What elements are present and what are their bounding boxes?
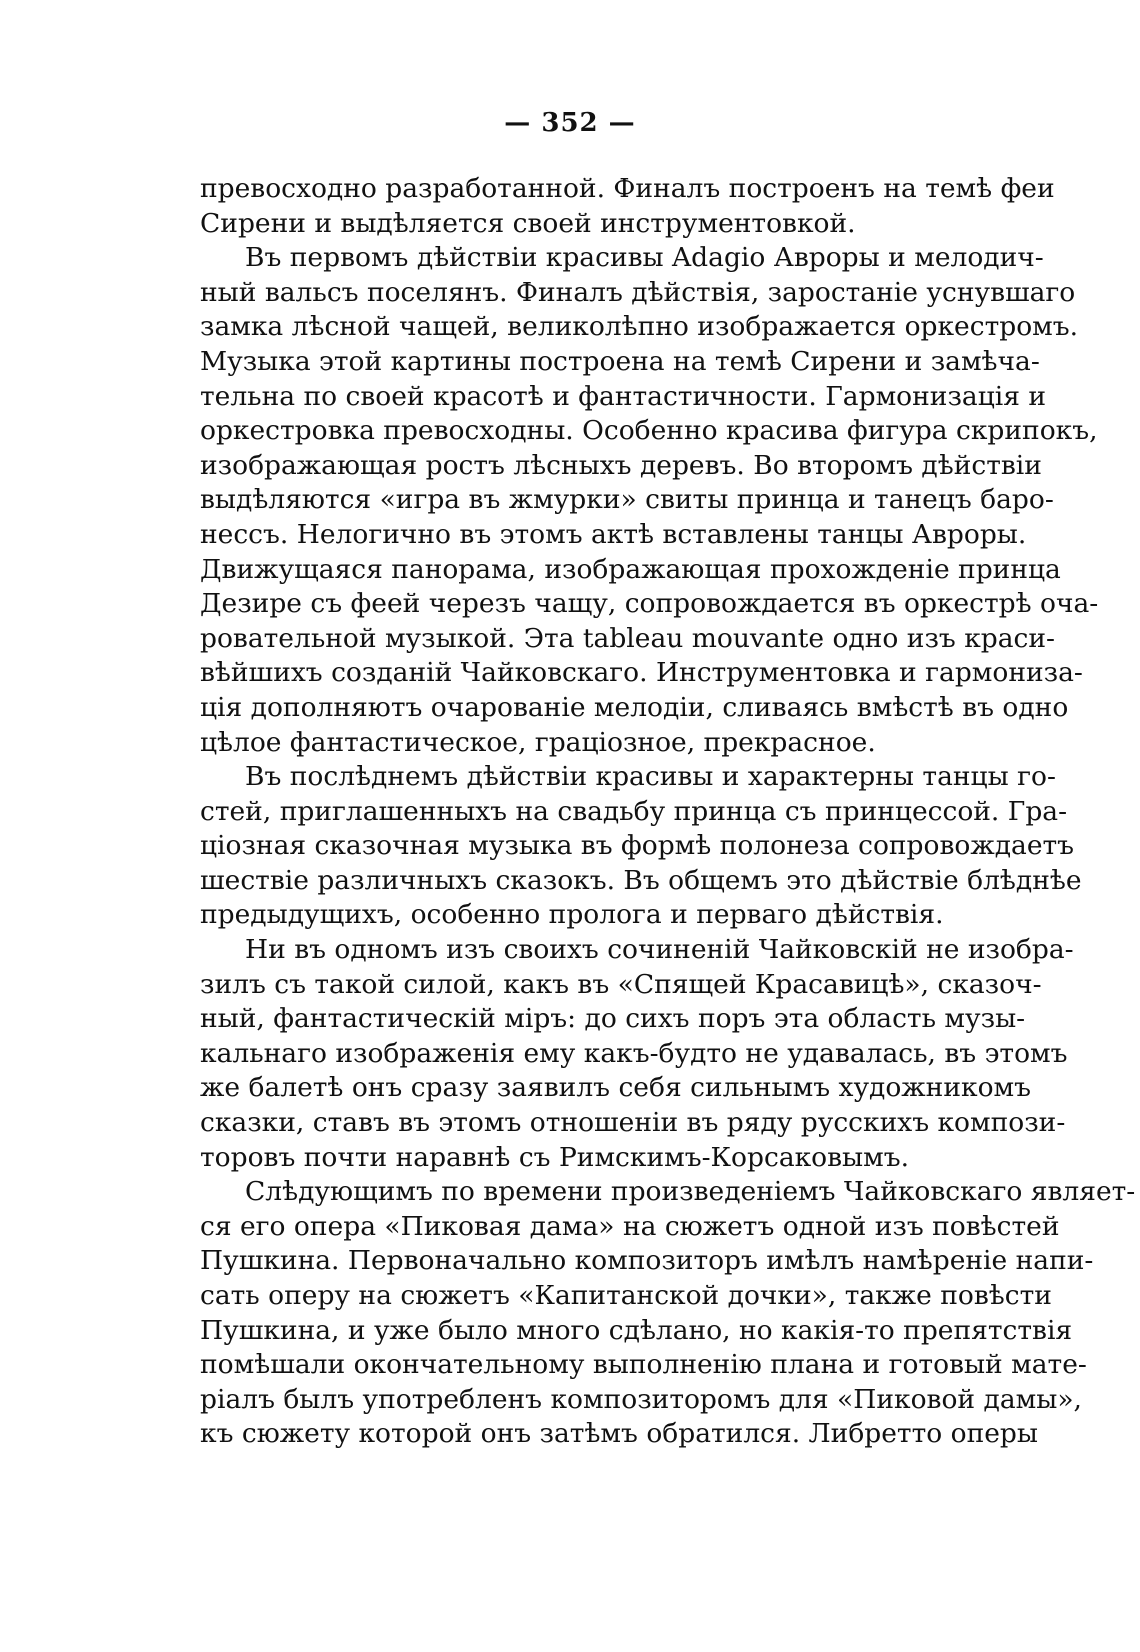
text-line: тельна по своей красотѣ и фантастичности. Гармонизація и [200, 380, 1047, 412]
text-line: сказки, ставъ въ этомъ отношеніи въ ряду русскихъ компози- [200, 1107, 1066, 1139]
text-line: кальнаго изображенія ему какъ-будто не удавалась, въ этомъ [200, 1037, 1068, 1069]
text-line: шествіе различныхъ сказокъ. Въ общемъ это дѣйствіе блѣднѣе [200, 864, 1082, 896]
text-line: цѣлое фантастическое, граціозное, прекрасное. [200, 726, 876, 758]
text-line: выдѣляются «игра въ жмурки» свиты принца и танецъ баро- [200, 484, 1054, 516]
page-number: — 352 — [504, 108, 636, 138]
text-line: зилъ съ такой силой, какъ въ «Спящей Красавицѣ», сказоч- [200, 968, 1042, 1000]
paragraph-start-line: Въ послѣднемъ дѣйствіи красивы и характерны танцы го- [245, 761, 1056, 793]
text-line: ціозная сказочная музыка въ формѣ полонеза сопровождаетъ [200, 830, 1075, 862]
text-line: ный вальсъ поселянъ. Финалъ дѣйствія, заростаніе уснувшаго [200, 276, 1076, 308]
text-line: торовъ почти наравнѣ съ Римскимъ-Корсаковымъ. [200, 1141, 910, 1173]
text-line: Сирени и выдѣляется своей инструментовкой. [200, 207, 856, 239]
text-line: оркестровка превосходны. Особенно красива фигура скрипокъ, [200, 415, 1098, 447]
paragraph-start-line: Въ первомъ дѣйствіи красивы Adagio Авроры и мелодич- [245, 242, 1044, 274]
text-line: Движущаяся панорама, изображающая прохожденіе принца [200, 553, 1061, 585]
text-line: предыдущихъ, особенно пролога и перваго дѣйствія. [200, 899, 944, 931]
text-line: ровательной музыкой. Эта tableau mouvante одно изъ краси- [200, 622, 1055, 654]
paragraph-start-line: Слѣдующимъ по времени произведеніемъ Чайковскаго являет- [245, 1176, 1136, 1208]
text-line: ріалъ былъ употребленъ композиторомъ для «Пиковой дамы», [200, 1383, 1082, 1415]
text-line: ція дополняютъ очарованіе мелодіи, сливаясь вмѣстѣ въ одно [200, 691, 1069, 723]
text-line: Пушкина, и уже было много сдѣлано, но какія-то препятствія [200, 1314, 1073, 1346]
text-line: превосходно разработанной. Финалъ построенъ на темѣ феи [200, 173, 1055, 204]
text-line: къ сюжету которой онъ затѣмъ обратился. Либретто оперы [200, 1418, 1038, 1450]
text-line: Музыка этой картины построена на темѣ Сирени и замѣча- [200, 345, 1040, 377]
text-line: Пушкина. Первоначально композиторъ имѣлъ намѣреніе напи- [200, 1245, 1094, 1277]
body-text [200, 172, 1136, 1452]
text-line: же балетѣ онъ сразу заявилъ себя сильнымъ художникомъ [200, 1072, 1031, 1104]
text-line: нессъ. Нелогично въ этомъ актѣ вставлены танцы Авроры. [200, 518, 1027, 550]
text-line: стей, приглашенныхъ на свадьбу принца съ принцессой. Гра- [200, 795, 1068, 827]
paragraph-start-line: Ни въ одномъ изъ своихъ сочиненій Чайковскій не изобра- [245, 934, 1074, 966]
text-line: вѣйшихъ созданій Чайковскаго. Инструментовка и гармониза- [200, 657, 1083, 689]
text-line: помѣшали окончательному выполненію плана и готовый мате- [200, 1349, 1087, 1381]
text-line: ся его опера «Пиковая дама» на сюжетъ одной изъ повѣстей [200, 1210, 1060, 1242]
text-line: сать оперу на сюжетъ «Капитанской дочки», также повѣсти [200, 1280, 1052, 1311]
text-line: изображающая ростъ лѣсныхъ деревъ. Во второмъ дѣйствіи [200, 449, 1042, 481]
text-line: ный, фантастическій міръ: до сихъ поръ эта область музы- [200, 1003, 1026, 1035]
text-line: замка лѣсной чащей, великолѣпно изображается оркестромъ. [200, 311, 1079, 343]
text-line: Дезире съ феей черезъ чащу, сопровождается въ оркестрѣ оча- [200, 588, 1099, 620]
